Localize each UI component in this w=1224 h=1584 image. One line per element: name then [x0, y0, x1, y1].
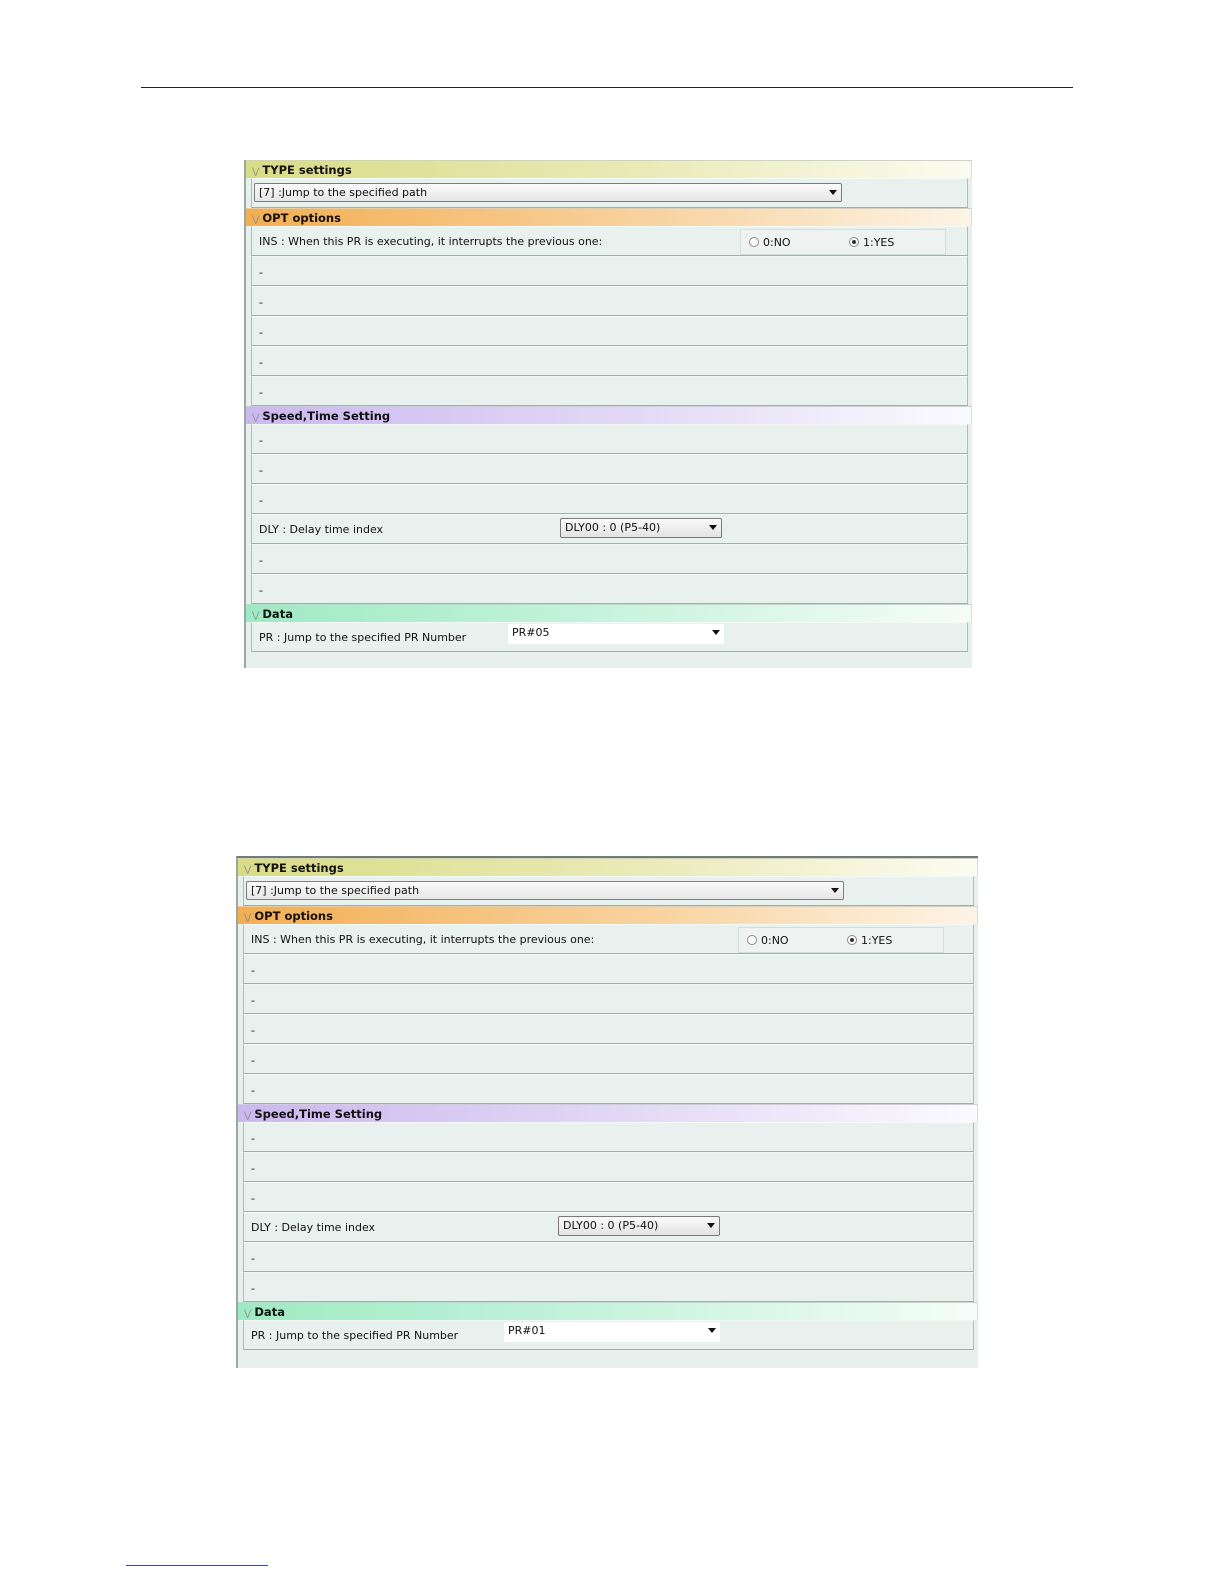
pr-settings-panel-2 [236, 856, 978, 1368]
empty-value: - [259, 584, 263, 597]
pr-select[interactable] [508, 624, 724, 644]
ins-row [251, 226, 968, 256]
type-settings-title: TYPE settings [262, 163, 352, 177]
pr-label: PR : Jump to the specified PR Number [259, 631, 467, 644]
opt-empty-row [243, 1044, 974, 1074]
data-header[interactable] [246, 604, 972, 622]
type-select-value: [7] :Jump to the specified path [259, 186, 428, 199]
opt-empty-row [243, 1074, 974, 1104]
dropdown-arrow-icon [707, 1223, 715, 1228]
radio-unchecked-icon [749, 237, 759, 247]
type-select[interactable] [254, 183, 842, 202]
dropdown-arrow-icon [712, 630, 720, 635]
dly-row [243, 1212, 974, 1242]
speed-empty-row [251, 484, 968, 514]
radio-checked-icon [847, 935, 857, 945]
speed-empty-row [251, 454, 968, 484]
empty-value: - [259, 434, 263, 447]
empty-value: - [251, 1252, 255, 1265]
chevron-down-icon: ⋁ [244, 865, 252, 875]
type-select-value: [7] :Jump to the specified path [251, 884, 420, 897]
empty-value: - [259, 266, 263, 279]
footnote-rule [126, 1565, 268, 1566]
empty-value: - [259, 494, 263, 507]
type-settings-title: TYPE settings [254, 861, 344, 875]
type-settings-header[interactable] [246, 160, 972, 178]
chevron-down-icon: ⋁ [244, 1309, 252, 1319]
dly-select[interactable] [558, 1216, 720, 1236]
ins-radio-group [738, 927, 944, 953]
empty-value: - [251, 1084, 255, 1097]
type-select[interactable] [246, 881, 844, 900]
dly-select-value: DLY00 : 0 (P5-40) [565, 521, 661, 534]
dly-select[interactable] [560, 518, 722, 538]
empty-value: - [251, 1282, 255, 1295]
empty-value: - [259, 296, 263, 309]
opt-options-header[interactable] [246, 208, 972, 226]
type-select-row [251, 178, 968, 208]
empty-value: - [259, 464, 263, 477]
pr-select[interactable] [504, 1322, 720, 1342]
speed-empty-row [251, 424, 968, 454]
ins-label: INS : When this PR is executing, it interrupts the previous one: [251, 933, 595, 946]
dropdown-arrow-icon [709, 525, 717, 530]
ins-label: INS : When this PR is executing, it interrupts the previous one: [259, 235, 603, 248]
speed-empty-row [251, 574, 968, 604]
radio-checked-icon [849, 237, 859, 247]
empty-value: - [251, 1024, 255, 1037]
ins-option-yes-label: 1:YES [863, 236, 895, 249]
chevron-down-icon: ⋁ [244, 913, 252, 923]
opt-options-header[interactable] [238, 906, 978, 924]
ins-option-no-label: 0:NO [761, 934, 789, 947]
dly-row [251, 514, 968, 544]
chevron-down-icon: ⋁ [252, 413, 260, 423]
empty-value: - [251, 1132, 255, 1145]
opt-empty-row [251, 316, 968, 346]
dropdown-arrow-icon [829, 190, 837, 195]
type-settings-header[interactable] [238, 858, 978, 876]
empty-value: - [259, 386, 263, 399]
speed-empty-row [243, 1242, 974, 1272]
opt-empty-row [251, 376, 968, 406]
speed-time-header[interactable] [238, 1104, 978, 1122]
speed-empty-row [243, 1152, 974, 1182]
empty-value: - [251, 1192, 255, 1205]
dly-select-value: DLY00 : 0 (P5-40) [563, 1219, 659, 1232]
pr-row [243, 1320, 974, 1350]
data-header[interactable] [238, 1302, 978, 1320]
empty-value: - [251, 964, 255, 977]
opt-empty-row [251, 256, 968, 286]
empty-value: - [259, 356, 263, 369]
chevron-down-icon: ⋁ [244, 1111, 252, 1121]
empty-value: - [259, 554, 263, 567]
ins-option-yes-label: 1:YES [861, 934, 893, 947]
dly-label: DLY : Delay time index [259, 523, 384, 536]
opt-options-title: OPT options [262, 211, 341, 225]
pr-select-value: PR#05 [512, 626, 550, 639]
data-title: Data [262, 607, 293, 621]
empty-value: - [251, 1162, 255, 1175]
empty-value: - [259, 326, 263, 339]
speed-empty-row [243, 1272, 974, 1302]
speed-time-title: Speed,Time Setting [254, 1107, 383, 1121]
opt-empty-row [251, 346, 968, 376]
opt-empty-row [243, 954, 974, 984]
ins-option-no-label: 0:NO [763, 236, 791, 249]
ins-radio-yes[interactable] [847, 934, 892, 947]
ins-radio-yes[interactable] [849, 236, 894, 249]
dly-label: DLY : Delay time index [251, 1221, 376, 1234]
chevron-down-icon: ⋁ [252, 611, 260, 621]
speed-time-header[interactable] [246, 406, 972, 424]
ins-row [243, 924, 974, 954]
data-title: Data [254, 1305, 285, 1319]
speed-empty-row [243, 1122, 974, 1152]
opt-empty-row [251, 286, 968, 316]
pr-label: PR : Jump to the specified PR Number [251, 1329, 459, 1342]
ins-radio-group [740, 229, 946, 255]
speed-time-title: Speed,Time Setting [262, 409, 391, 423]
opt-options-title: OPT options [254, 909, 333, 923]
dropdown-arrow-icon [708, 1328, 716, 1333]
opt-empty-row [243, 984, 974, 1014]
opt-empty-row [243, 1014, 974, 1044]
speed-empty-row [243, 1182, 974, 1212]
ins-radio-no[interactable] [747, 934, 789, 947]
pr-settings-panel-1 [244, 160, 972, 668]
speed-empty-row [251, 544, 968, 574]
pr-select-value: PR#01 [508, 1324, 546, 1337]
empty-value: - [251, 994, 255, 1007]
empty-value: - [251, 1054, 255, 1067]
chevron-down-icon: ⋁ [252, 167, 260, 177]
type-select-row [243, 876, 974, 906]
page-top-rule [141, 87, 1073, 88]
ins-radio-no[interactable] [749, 236, 791, 249]
pr-row [251, 622, 968, 652]
chevron-down-icon: ⋁ [252, 215, 260, 225]
dropdown-arrow-icon [831, 888, 839, 893]
radio-unchecked-icon [747, 935, 757, 945]
